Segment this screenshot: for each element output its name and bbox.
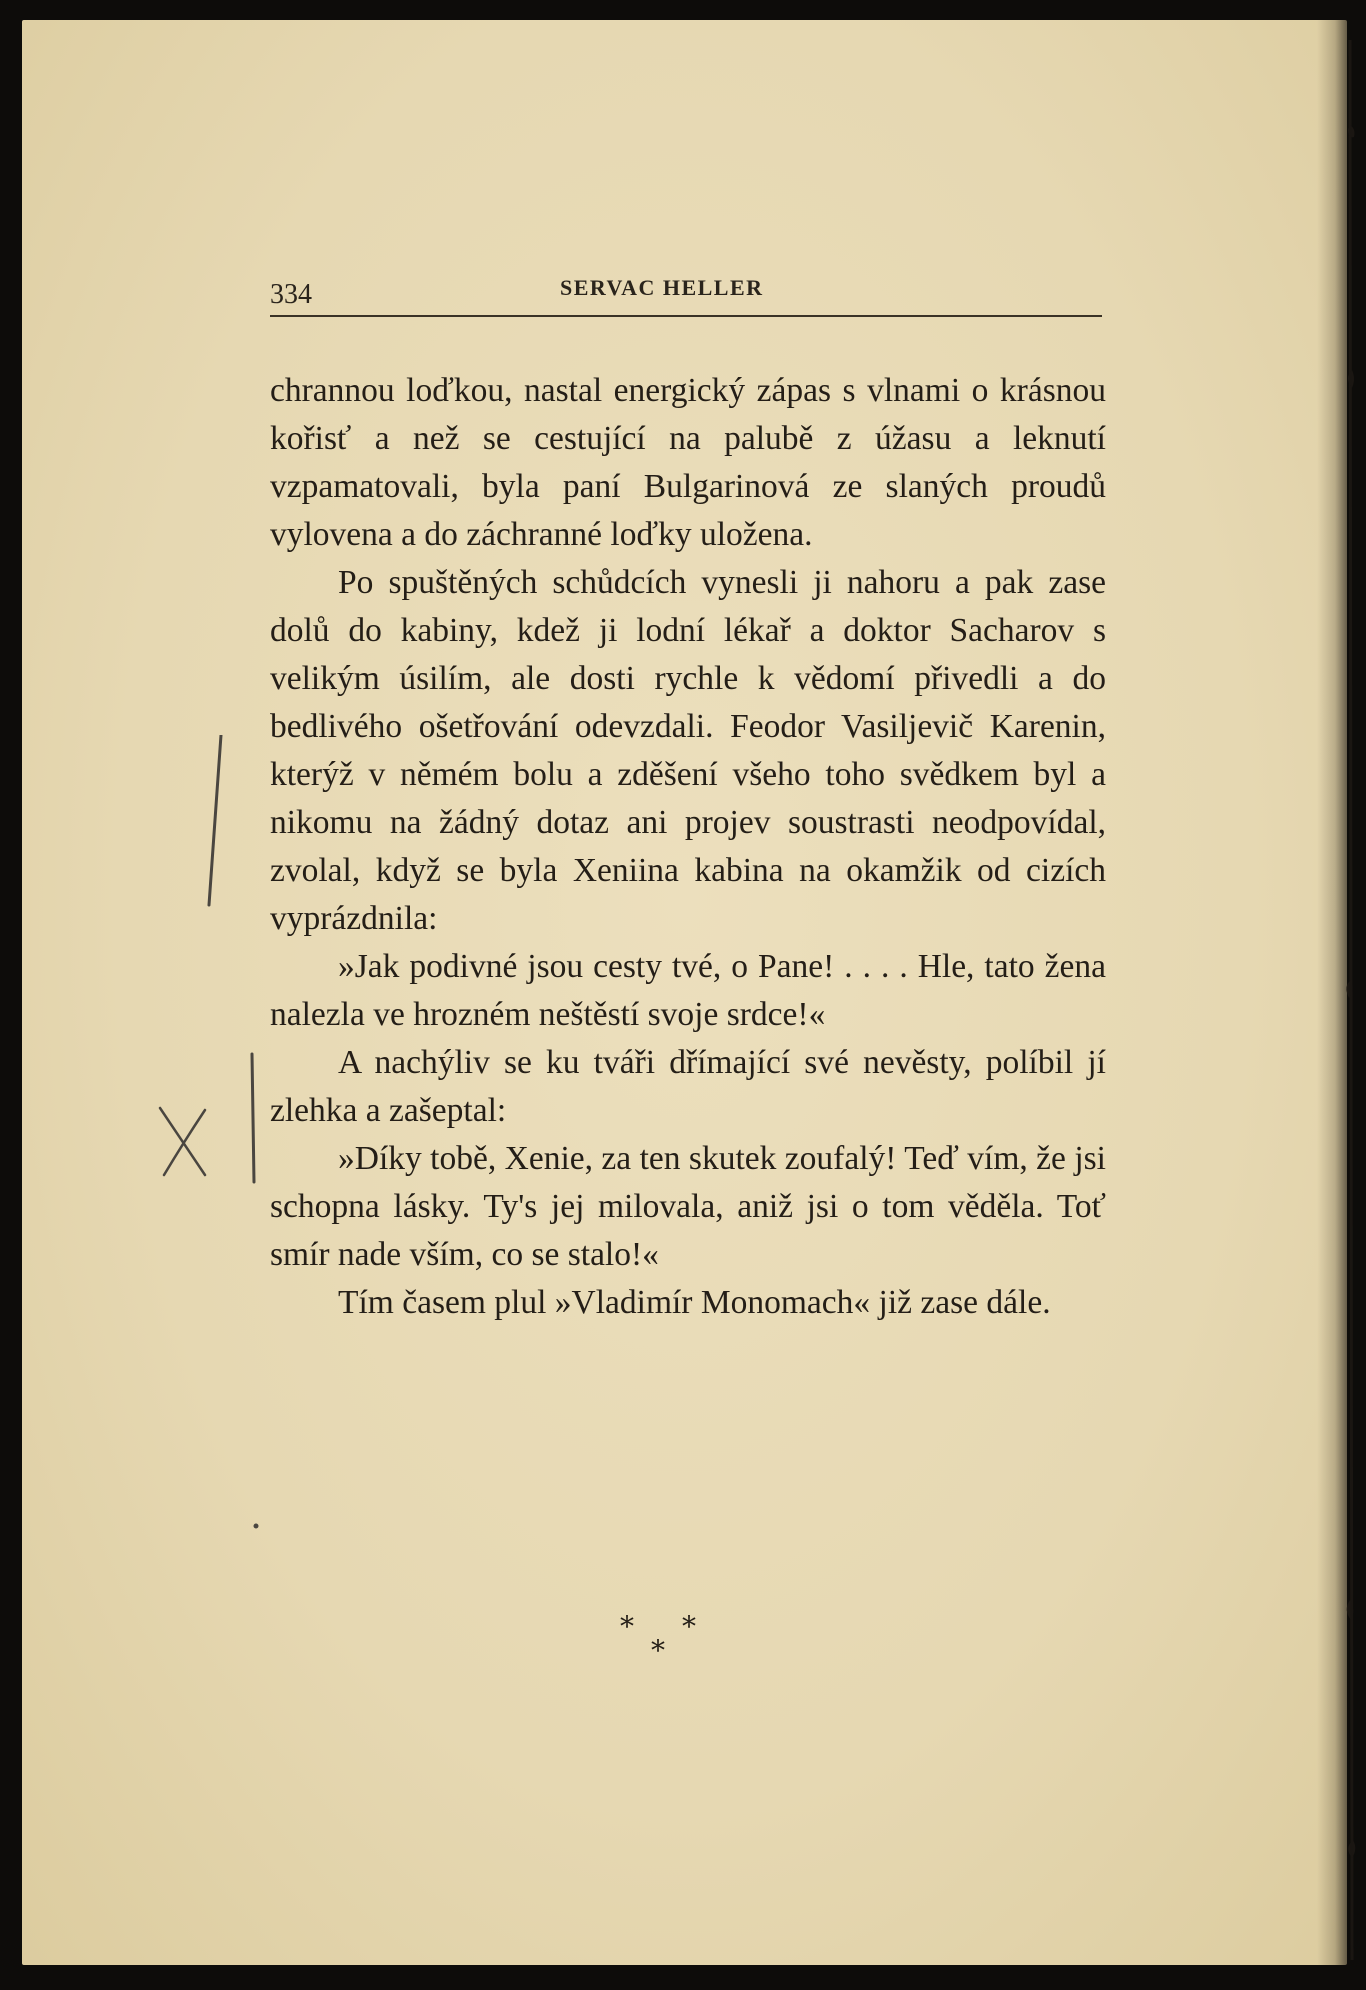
asterism-star: * <box>651 1634 665 1667</box>
pencil-bracket-mark <box>238 1050 268 1190</box>
pencil-vertical-line-mark <box>195 735 235 915</box>
asterism-star: * <box>682 1610 696 1643</box>
paragraph: »Jak podivné jsou cesty tvé, o Pane! . . . . Hle, tato žena nalezla ve hrozném neštěstí svoje srdce!« <box>270 948 1106 1033</box>
pencil-bracket <box>252 1054 254 1182</box>
running-title: SERVAC HELLER <box>560 275 764 300</box>
paragraph: Po spuštěných schůdcích vynesli ji nahoru a pak zase dolů do kabiny, kdež ji lodní lékař a doktor Sacharov s velikým úsilím, ale dosti rychle k vědomí přivedli a do bedlivého ošetřování odevzdali. Feodor Vasiljevič Karenin, kterýž v němém bolu a zděšení všeho toho svědkem byl a nikomu na žádný dotaz ani projev soustrasti neodpovídal, zvolal, když se byla Xeniina kabina na okamžik od cizích vyprázdnila: <box>270 564 1106 937</box>
paragraph: »Díky tobě, Xenie, za ten skutek zoufalý! Teď vím, že jsi schopna lásky. Ty's jej milovala, aniž jsi o tom věděla. Toť smír nade vším, co se stalo!« <box>270 1140 1106 1273</box>
header-rule <box>270 315 1102 317</box>
binding-edge-marks <box>1320 40 1366 1960</box>
page-number: 334 <box>270 279 312 310</box>
pencil-dot-mark <box>254 1524 259 1529</box>
pencil-cross <box>160 1108 205 1175</box>
pencil-vertical-line <box>209 735 221 905</box>
paragraph: chrannou loďkou, nastal energický zápas s vlnami o krásnou kořisť a než se cestující na palubě z úžasu a leknutí vzpamatovali, byla paní Bulgarinová ze slaných proudů vylovena a do záchranné loďky uložena. <box>270 372 1106 553</box>
binding-thread-knot <box>1348 1840 1355 1858</box>
page-header <box>270 275 1102 315</box>
section-break-asterism <box>620 1610 770 1670</box>
paragraph: Tím časem plul »Vladimír Monomach« již zase dále. <box>338 1284 1051 1321</box>
asterism-star: * <box>620 1610 634 1643</box>
body-text <box>270 367 1106 1327</box>
paragraph: A nachýliv se ku tváři dřímající své nevěsty, políbil jí zlehka a zašeptal: <box>270 1044 1106 1129</box>
pencil-cross-mark <box>150 1100 220 1180</box>
pencil-dot <box>250 1520 262 1532</box>
binding-edge-line <box>1350 40 1352 1960</box>
